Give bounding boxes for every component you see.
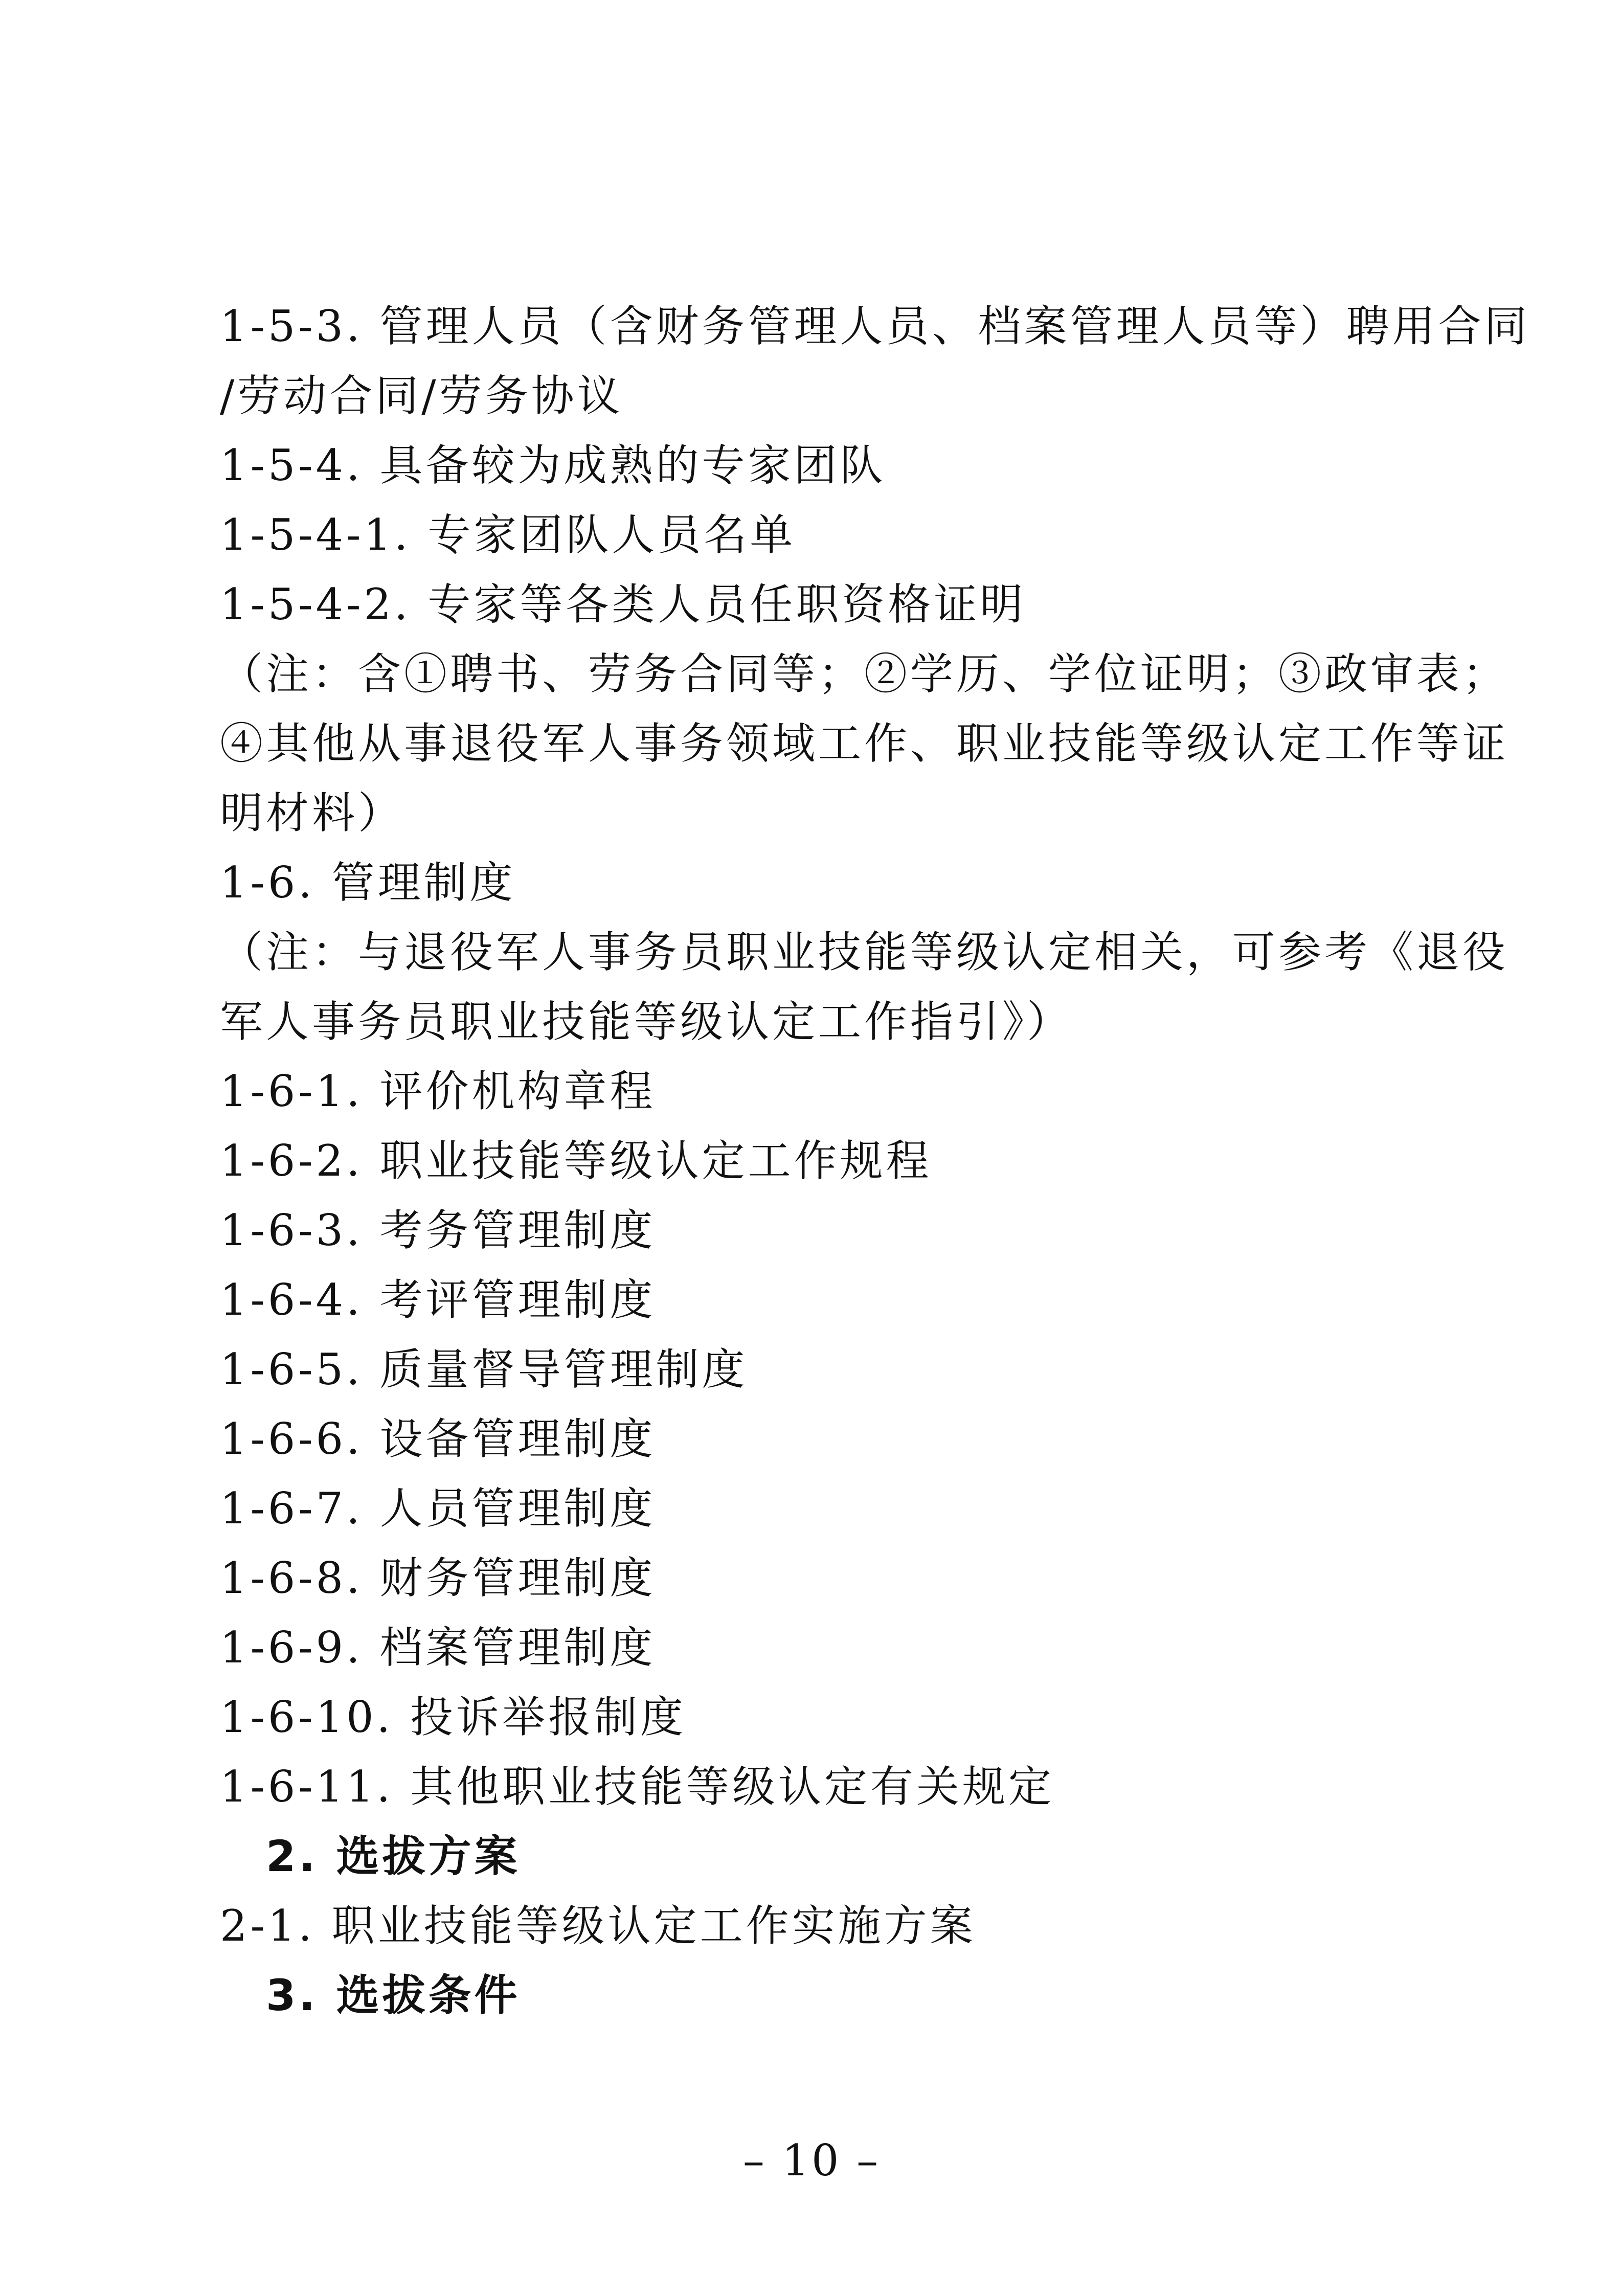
text-line: 1-6-11. 其他职业技能等级认定有关规定: [220, 1762, 1054, 1812]
text-line: 1-6-6. 设备管理制度: [220, 1414, 656, 1464]
note-line: ④其他从事退役军人事务领域工作、职业技能等级认定工作等证: [220, 718, 1509, 769]
section-heading: 2. 选拔方案: [266, 1831, 521, 1881]
text-line: 1-5-4-1. 专家团队人员名单: [220, 510, 796, 560]
note-line: 明材料）: [220, 788, 404, 838]
text-line: 1-6-7. 人员管理制度: [220, 1483, 656, 1534]
text-line: 1-6-4. 考评管理制度: [220, 1275, 656, 1325]
section-heading: 3. 选拔条件: [266, 1970, 521, 2020]
text-line: 1-5-3. 管理人员（含财务管理人员、档案管理人员等）聘用合同: [220, 301, 1530, 351]
text-line: 2-1. 职业技能等级认定工作实施方案: [220, 1901, 976, 1951]
text-line: 1-6-5. 质量督导管理制度: [220, 1344, 748, 1394]
text-line: /劳动合同/劳务协议: [220, 371, 623, 421]
note-line: （注：含①聘书、劳务合同等；②学历、学位证明；③政审表；: [220, 649, 1509, 699]
text-line: 1-5-4-2. 专家等各类人员任职资格证明: [220, 579, 1026, 629]
note-line: 军人事务员职业技能等级认定工作指引》）: [220, 997, 1073, 1047]
text-line: 1-6-2. 职业技能等级认定工作规程: [220, 1136, 932, 1186]
text-line: 1-6-9. 档案管理制度: [220, 1623, 656, 1673]
text-line: 1-6-10. 投诉举报制度: [220, 1692, 686, 1742]
text-line: 1-6. 管理制度: [220, 858, 516, 908]
document-body: [220, 291, 1530, 2030]
text-line: 1-6-8. 财务管理制度: [220, 1553, 656, 1603]
text-line: 1-6-1. 评价机构章程: [220, 1066, 656, 1116]
text-line: 1-6-3. 考务管理制度: [220, 1205, 656, 1255]
page-number: – 10 –: [742, 2135, 881, 2186]
text-line: 1-5-4. 具备较为成熟的专家团队: [220, 440, 886, 490]
note-line: （注：与退役军人事务员职业技能等级认定相关，可参考《退役: [220, 927, 1509, 977]
